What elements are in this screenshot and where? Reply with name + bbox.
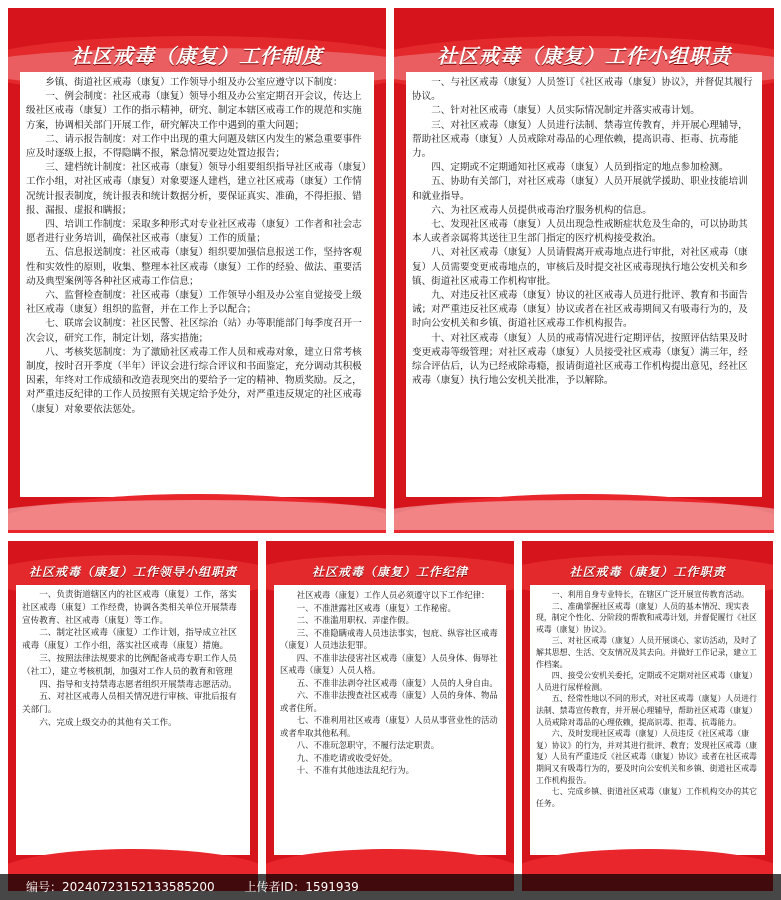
poster-title: 社区戒毒（康复）工作小组职责	[437, 44, 731, 68]
clause-paragraph: 九、不准吃请或收受好处。	[296, 752, 398, 763]
clause-paragraph: 一、不准泄露社区戒毒（康复）工作秘密。	[296, 602, 456, 613]
intro-text: 社区戒毒（康复）工作人员必须遵守以下工作纪律：	[296, 590, 490, 600]
clause-paragraph: 四、培训工作制度：采取多种形式对专业社区戒毒（康复）工作者和社会志愿者进行业务培训，确保社区戒毒（康复）工作的质量；	[26, 219, 362, 245]
clause-paragraph: 六、及时发现社区戒毒（康复）人员违反《社区戒毒（康复）协议》的行为，并对其进行批评、教育；发现社区戒毒（康复）人员有严重违反《社区戒毒（康复）协议》或者在社区戒毒期间又有吸毒行为的，要及时向公安机关和乡镇、街道社区戒毒工作机构报告。	[536, 729, 757, 785]
clause-paragraph: 一、例会制度：社区戒毒（康复）领导小组及办公室定期召开会议，传达上级社区戒毒（康复）工作的指示精神，研究、制定本辖区戒毒工作的规范和实施方案，协调相关部门开展工作，研究解决工作中遇到的重大问题；	[26, 91, 362, 131]
clause-paragraph: 六、监督检查制度：社区戒毒（康复）工作领导小组及办公室自觉接受上级社区戒毒（康复）组织的监督，并在工作上予以配合；	[26, 290, 362, 316]
clause-paragraph: 五、对社区戒毒人员相关情况进行审核、审批后报有关部门。	[22, 692, 237, 716]
clause-paragraph: 四、接受公安机关委托，定期或不定期对社区戒毒（康复）人员进行尿样检测。	[536, 671, 757, 692]
clause-paragraph: 十、对社区戒毒（康复）人员的戒毒情况进行定期评估，按照评估结果及时变更戒毒等级管理；对社区戒毒（康复）人员接受社区戒毒（康复）满三年，经综合评估后，认为已经戒除毒瘾，报请街道社区戒毒工作机构提出意见，经社区戒毒（康复）执行地公安机关批准，予以解除。	[412, 332, 748, 387]
clause-paragraph: 三、对社区戒毒（康复）人员进行法制、禁毒宣传教育，并开展心理辅导，帮助社区戒毒（康复）人员戒除对毒品的心理依赖，提高识毒、拒毒、抗毒能力。	[412, 119, 748, 160]
clause-paragraph: 二、针对社区戒毒（康复）人员实际情况制定并落实戒毒计划。	[431, 105, 700, 117]
poster-title: 社区戒毒（康复）工作领导小组职责	[28, 565, 237, 579]
clause-paragraph: 四、不准非法侵害社区戒毒（康复）人员身体、侮辱社区戒毒（康复）人员人格。	[280, 652, 498, 675]
poster-body	[26, 76, 368, 494]
clause-paragraph: 五、不准非法剥夺社区戒毒（康复）人员的人身自由。	[296, 677, 498, 688]
poster-work-system	[8, 8, 386, 533]
poster-body	[22, 589, 244, 851]
clause-paragraph: 六、不准非法搜查社区戒毒（康复）人员的身体、物品或者住所。	[280, 690, 498, 713]
clause-paragraph: 一、与社区戒毒（康复）人员签订《社区戒毒（康复）协议》，并督促其履行协议。	[412, 77, 753, 103]
watermark-id: 编号：20240723152133585200	[26, 880, 215, 894]
clause-paragraph: 五、经常性地以不同的形式，对社区戒毒（康复）人员进行法制、禁毒宣传教育，并开展心理辅导，帮助社区戒毒（康复）人员戒除对毒品的心理依赖，提高识毒、拒毒、抗毒能力。	[536, 694, 757, 727]
clause-paragraph: 五、信息报送制度：社区戒毒（康复）组织要加强信息报送工作，坚持客观性和实效性的原则，收集、整理本社区戒毒（康复）工作的经验、做法、重要活动及典型案例等各种社区戒毒工作信息；	[26, 247, 362, 287]
clause-paragraph: 六、完成上级交办的其他有关工作。	[39, 717, 177, 728]
clause-paragraph: 三、按照法律法规要求的比例配备戒毒专职工作人员（社工），建立考核机制，加强对工作人员的教育和管理	[22, 653, 237, 677]
clause-paragraph: 二、不准滥用职权、弄虚作假。	[296, 615, 415, 625]
clause-paragraph: 四、定期或不定期通知社区戒毒（康复）人员到指定的地点参加检测。	[431, 162, 729, 174]
clause-paragraph: 六、为社区戒毒人员提供戒毒治疗服务机构的信息。	[431, 204, 652, 216]
clause-paragraph: 一、利用自身专业特长，在辖区广泛开展宣传教育活动。	[551, 590, 750, 599]
clause-paragraph: 七、联席会议制度：社区民警、社区综治（站）办等职能部门每季度召开一次会议，研究工作，制定计划，落实措施；	[26, 318, 362, 344]
clause-paragraph: 二、准确掌握社区戒毒（康复）人员的基本情况、现实表现，制定个性化、分阶段的帮教和戒毒计划，并督促履行《社区戒毒（康复）协议》。	[536, 601, 757, 634]
decorative-bottom-wave	[394, 500, 774, 530]
clause-paragraph: 五、协助有关部门，对社区戒毒（康复）人员开展就学援助、职业技能培训和就业指导。	[412, 176, 748, 202]
clause-paragraph: 八、对社区戒毒（康复）人员请假离开戒毒地点进行审批，对社区戒毒（康复）人员需要变更戒毒地点的，审核后及时提交社区戒毒现执行地公安机关和乡镇、街道社区戒毒工作机构审批。	[412, 247, 748, 287]
poster-leading-group-duties	[8, 541, 258, 891]
clause-paragraph: 十、不准有其他违法乱纪行为。	[296, 765, 415, 775]
intro-text: 乡镇、街道社区戒毒（康复）工作领导小组及办公室应遵守以下制度：	[45, 77, 343, 88]
clause-paragraph: 七、发现社区戒毒（康复）人员出现急性戒断症状危及生命的，可以协助其本人或者亲属将其送往卫生部门指定的医疗机构接受救治。	[412, 219, 748, 245]
poster-team-duties	[394, 8, 774, 533]
poster-title: 社区戒毒（康复）工作制度	[71, 44, 323, 68]
poster-title: 社区戒毒（康复）工作纪律	[311, 565, 468, 579]
clause-paragraph: 八、考核奖惩制度：为了激励社区戒毒工作人员和戒毒对象，建立日常考核制度，按时召开季度（半年）评议会进行综合评议和书面鉴定，充分调动其积极因素，年终对工作成绩和改造表现突出的要给予一定的精神、物质奖励。反之，对严重违反纪律的工作人员按照有关规定给予处分，对严重违反规定的社区戒毒（康复）对象要依法惩处。	[26, 346, 362, 415]
clause-paragraph: 二、请示报告制度：对工作中出现的重大问题及辖区内发生的紧急重要事件应及时逐级上报，不得隐瞒不报，紧急情况要边处置边报告；	[26, 133, 362, 160]
watermark-bar	[0, 874, 781, 900]
poster-body	[536, 589, 759, 851]
clause-paragraph: 七、不准利用社区戒毒（康复）人员从事营业性的活动或者牟取其他私利。	[280, 715, 498, 738]
clause-paragraph: 三、不准隐瞒戒毒人员违法事实，包庇、纵容社区戒毒（康复）人员违法犯罪。	[280, 627, 498, 650]
decorative-bottom-wave	[8, 500, 386, 530]
watermark-uploader: 上传者ID：1591939	[244, 880, 359, 894]
clause-paragraph: 三、建档统计制度：社区戒毒（康复）领导小组要组织指导社区戒毒（康复）工作小组，对社区戒毒（康复）对象要逐人建档，建立社区戒毒（康复）工作情况统计报表制度，统计报表和统计数据分析，要保证真实、准确，不得拒报、错报、漏报、虚报和瞒报；	[26, 162, 367, 216]
clause-paragraph: 四、指导和支持禁毒志愿者组织开展禁毒志愿活动。	[39, 679, 237, 690]
clause-paragraph: 七、完成乡镇、街道社区戒毒（康复）工作机构交办的其它任务。	[536, 787, 757, 808]
poster-body	[412, 76, 756, 494]
clause-paragraph: 一、负责街道辖区内的社区戒毒（康复）工作，落实社区戒毒（康复）工作经费，协调各类相关单位开展禁毒宣传教育、社区戒毒（康复）等工作。	[22, 590, 237, 626]
clause-paragraph: 九、对违反社区戒毒（康复）协议的社区戒毒人员进行批评、教育和书面告诫；对严重违反社区戒毒（康复）协议或者在社区戒毒期间又有吸毒行为的，及时向公安机关和乡镇、街道社区戒毒工作机构报告。	[412, 290, 748, 330]
poster-title: 社区戒毒（康复）工作职责	[569, 565, 726, 579]
clause-paragraph: 二、制定社区戒毒（康复）工作计划，指导成立社区戒毒（康复）工作小组，落实社区戒毒（康复）措施。	[22, 628, 237, 652]
poster-work-duties	[522, 541, 773, 891]
poster-work-discipline	[266, 541, 514, 891]
clause-paragraph: 三、对社区戒毒（康复）人员开展谈心、家访活动，及时了解其思想、生活、交友情况及其去向。并做好工作记录，建立工作档案。	[536, 636, 757, 669]
poster-body	[280, 589, 500, 851]
clause-paragraph: 八、不准玩忽职守，不履行法定职责。	[296, 740, 440, 750]
